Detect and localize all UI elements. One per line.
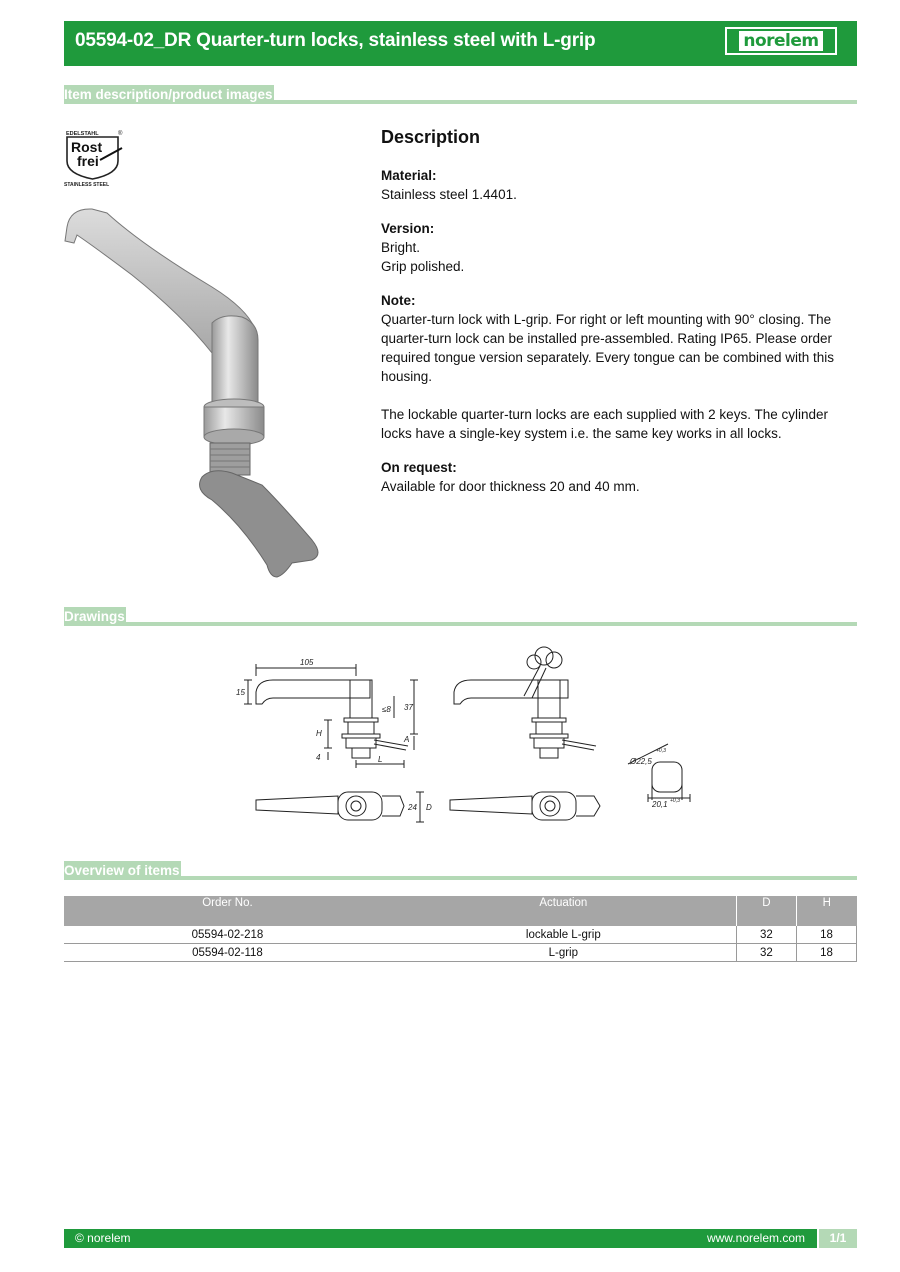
section-overview (64, 863, 857, 880)
header-order-no: Order No. (64, 896, 391, 926)
cell-h: 18 (797, 944, 857, 962)
dim-37: 37 (404, 703, 413, 712)
cell-d: 32 (736, 944, 796, 962)
items-table (64, 896, 857, 962)
section-label-item-description: Item description/product images (64, 87, 273, 102)
product-image (62, 205, 327, 590)
badge-top-text: EDELSTAHL (66, 131, 99, 137)
header-actuation: Actuation (391, 896, 736, 926)
dim-width: 20,1 (652, 800, 668, 809)
table-row (64, 944, 857, 962)
dim-l: L (378, 755, 383, 764)
page-number: 1/1 (817, 1229, 857, 1248)
note-label: Note: (381, 293, 416, 308)
version-line1: Bright. (381, 240, 421, 255)
badge-reg-mark: ® (118, 131, 123, 137)
description-block (381, 128, 861, 496)
table-row (64, 926, 857, 944)
page-footer (64, 1229, 857, 1248)
dim-d: D (426, 803, 432, 812)
norelem-logo (725, 27, 837, 55)
note-text-2: The lockable quarter-turn locks are each supplied with 2 keys. The cylinder locks have a single-key system i.e. the same key works in all locks. (381, 407, 828, 441)
dim-15: 15 (236, 688, 245, 697)
rostfrei-badge (62, 128, 128, 188)
material-label: Material: (381, 168, 437, 183)
section-label-drawings: Drawings (64, 609, 125, 624)
table-header-row (64, 896, 857, 926)
badge-bottom-text: STAINLESS STEEL (64, 182, 110, 188)
cell-actuation: lockable L-grip (391, 926, 736, 944)
footer-website-link[interactable]: www.norelem.com (706, 1231, 805, 1245)
note-text-1: Quarter-turn lock with L-grip. For right or left mounting with 90° closing. The quarter-turn lock can be installed pre-assembled. Rating IP65. Please order required tongue version separately. Every tongue can be combined with this housing. (381, 312, 835, 384)
badge-line1: Rost (71, 139, 103, 155)
version-label: Version: (381, 221, 435, 236)
header-d: D (736, 896, 796, 926)
dim-h: H (316, 729, 322, 738)
dim-4: 4 (316, 753, 321, 762)
dim-diameter: Ø22,5 (630, 757, 652, 766)
cell-d: 32 (736, 926, 796, 944)
material-text: Stainless steel 1.4401. (381, 187, 517, 202)
dim-diameter-tol: +0,3 (656, 748, 666, 754)
dim-width-tol: +0,3 (670, 798, 680, 804)
header-h: H (797, 896, 857, 926)
footer-copyright: © norelem (75, 1231, 131, 1245)
dim-8: ≤8 (382, 705, 391, 714)
dim-24: 24 (408, 803, 417, 812)
section-drawings (64, 609, 857, 626)
section-item-description (64, 87, 857, 104)
page-header (64, 21, 857, 66)
cell-order-no: 05594-02-218 (64, 926, 391, 944)
badge-line2: frei (77, 153, 99, 169)
on-request-text: Available for door thickness 20 and 40 mm. (381, 479, 640, 494)
dim-a: A (404, 735, 410, 744)
logo-text: norelem (739, 31, 822, 51)
technical-drawing (228, 640, 698, 830)
description-heading: Description (381, 127, 481, 147)
cell-h: 18 (797, 926, 857, 944)
section-label-overview: Overview of items (64, 863, 180, 878)
cell-order-no: 05594-02-118 (64, 944, 391, 962)
version-line2: Grip polished. (381, 259, 465, 274)
dim-105: 105 (300, 658, 314, 667)
page-title: 05594-02_DR Quarter-turn locks, stainless steel with L-grip (75, 30, 596, 51)
on-request-label: On request: (381, 460, 457, 475)
cell-actuation: L-grip (391, 944, 736, 962)
